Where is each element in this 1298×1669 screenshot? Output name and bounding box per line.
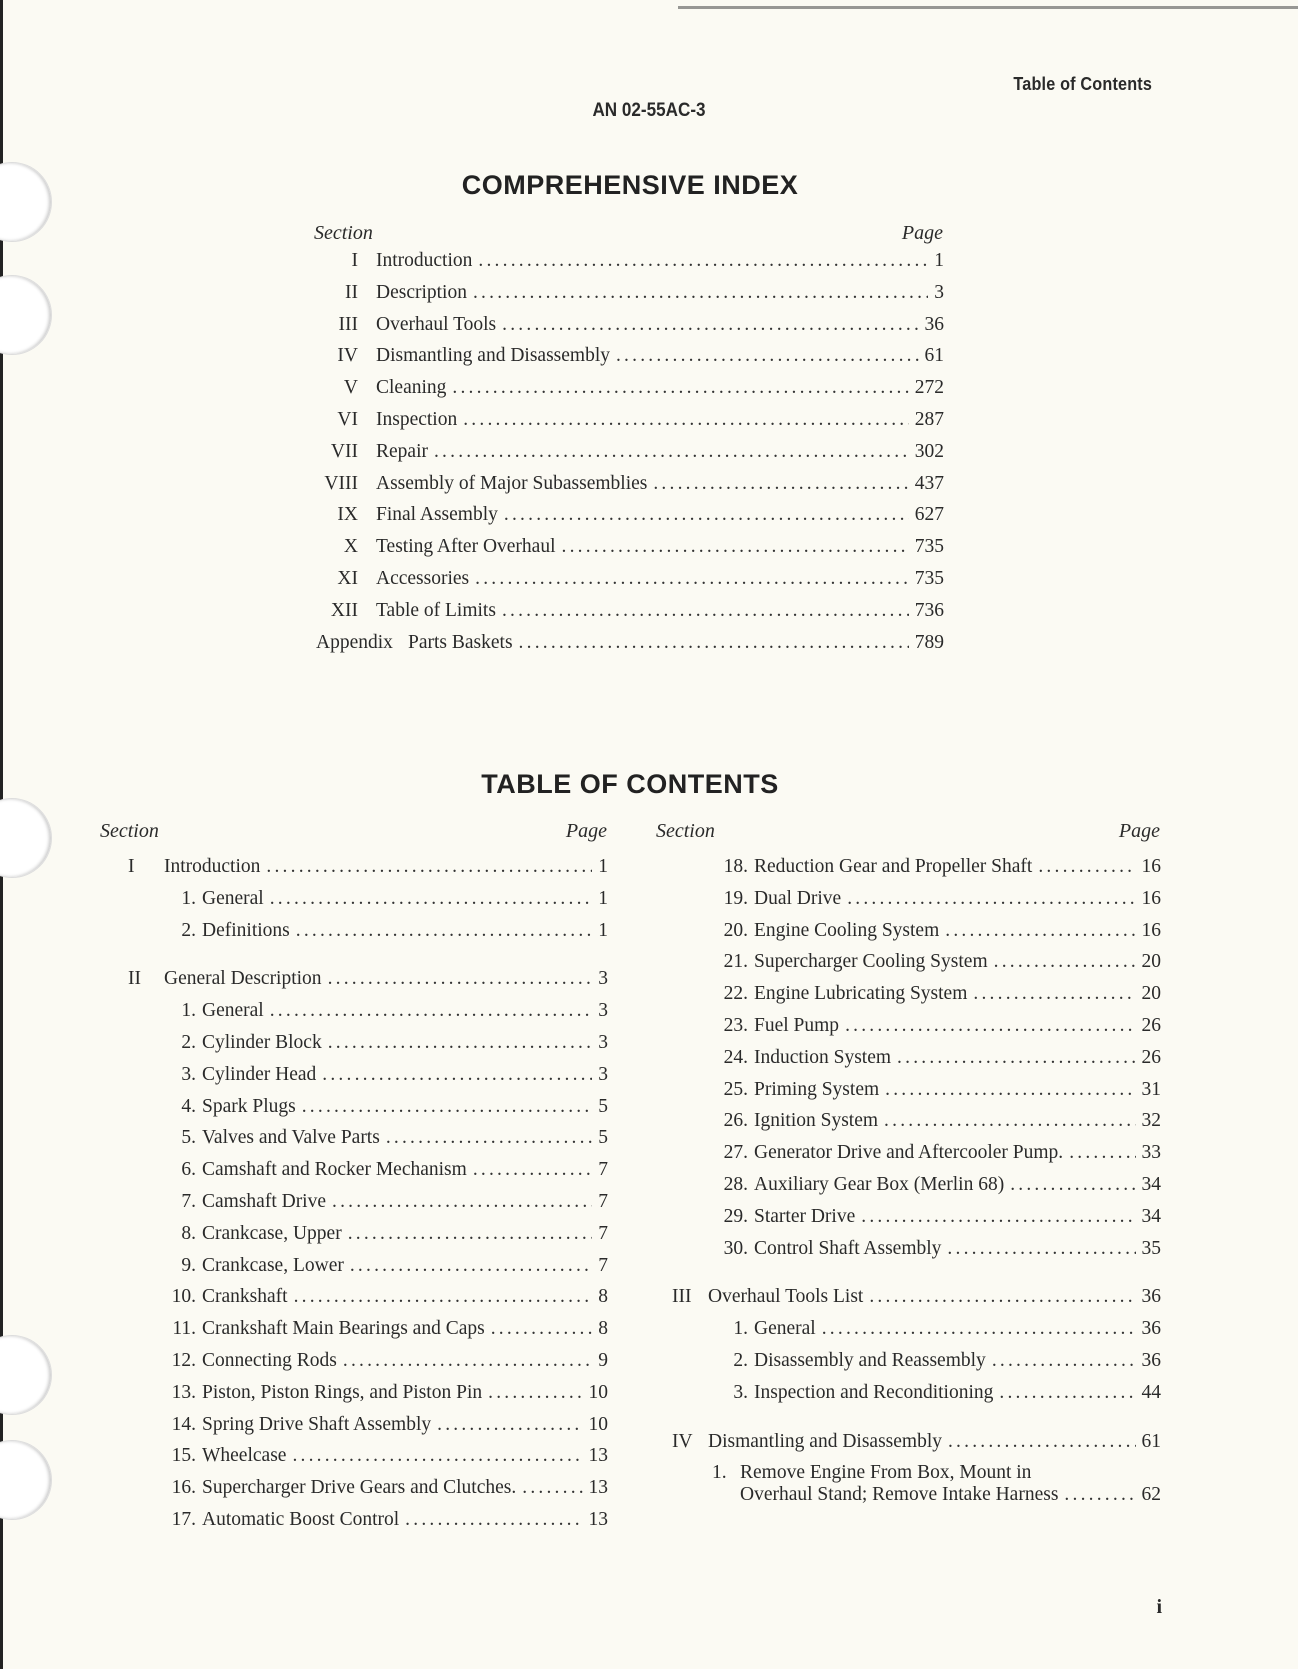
- entry-title: Parts Baskets: [408, 631, 513, 653]
- toc-entry: [300, 600, 944, 630]
- dot-leader: [653, 473, 908, 495]
- toc-entry: [712, 1015, 1161, 1045]
- entry-page: 7: [598, 1222, 608, 1244]
- entry-number: VIII: [324, 472, 358, 494]
- dot-leader: [350, 1255, 592, 1277]
- entry-page: 302: [914, 440, 944, 462]
- toc-entry: [712, 951, 1161, 981]
- toc-entry: [672, 1286, 1161, 1316]
- page-number: i: [1156, 1596, 1162, 1618]
- binder-hole: [0, 1440, 52, 1520]
- entry-number: VII: [330, 440, 358, 462]
- dot-leader: [343, 1350, 592, 1372]
- entry-title: Engine Cooling System: [754, 919, 940, 941]
- toc-entry: [160, 1096, 608, 1126]
- entry-title: Definitions: [202, 919, 290, 941]
- entry-title: Dual Drive: [754, 887, 842, 909]
- entry-title: Remove Engine From Box, Mount in: [740, 1462, 1032, 1484]
- dot-leader: [296, 920, 593, 942]
- entry-title: Wheelcase: [202, 1445, 287, 1467]
- entry-number: VI: [337, 409, 358, 430]
- entry-title: Spring Drive Shaft Assembly: [202, 1413, 432, 1435]
- toc-entry: [712, 856, 1161, 886]
- entry-page: 736: [914, 599, 944, 621]
- dot-leader: [473, 282, 928, 304]
- dot-leader: [994, 951, 1136, 973]
- dot-leader: [322, 1064, 592, 1086]
- toc-entry: [712, 1238, 1161, 1268]
- entry-number: 12.: [171, 1350, 196, 1371]
- dot-leader: [1010, 1174, 1135, 1196]
- entry-number: 25.: [723, 1078, 748, 1100]
- dot-leader: [1069, 1142, 1135, 1164]
- entry-number: 10.: [171, 1286, 196, 1308]
- entry-page: 272: [914, 377, 944, 399]
- entry-number: 24.: [723, 1046, 748, 1068]
- entry-title: Cylinder Block: [202, 1032, 322, 1053]
- entry-page: 13: [588, 1509, 608, 1530]
- entry-title: Overhaul Stand; Remove Intake Harness: [740, 1484, 1059, 1506]
- entry-title: Induction System: [754, 1046, 892, 1068]
- entry-number: 1.: [181, 887, 196, 909]
- entry-title: General: [754, 1318, 816, 1340]
- entry-number: 27.: [723, 1142, 748, 1164]
- entry-number: XII: [330, 599, 358, 621]
- toc-entry: [160, 1000, 608, 1030]
- dot-leader: [463, 409, 909, 431]
- entry-title: Spark Plugs: [202, 1095, 296, 1117]
- entry-title: Assembly of Major Subassemblies: [376, 472, 648, 494]
- entry-title: Cleaning: [376, 377, 447, 399]
- dot-leader: [328, 968, 593, 990]
- binder-hole: [0, 275, 52, 355]
- entry-page: 3: [934, 281, 944, 303]
- dot-leader: [491, 1318, 593, 1340]
- entry-title: Reduction Gear and Propeller Shaft: [754, 856, 1033, 877]
- entry-page: 34: [1141, 1205, 1161, 1227]
- entry-number: 7.: [181, 1191, 196, 1212]
- entry-title: Priming System: [754, 1078, 880, 1100]
- entry-number: II: [345, 281, 358, 303]
- entry-title: Testing After Overhaul: [376, 536, 556, 558]
- toc-right-page-label: Page: [1118, 820, 1160, 842]
- entry-page: 61: [1141, 1430, 1161, 1452]
- toc-entry: [712, 1318, 1161, 1348]
- entry-page: 1: [598, 887, 608, 909]
- entry-title: Table of Limits: [376, 599, 496, 621]
- index-title: COMPREHENSIVE INDEX: [461, 170, 799, 200]
- entry-title: Overhaul Tools List: [708, 1286, 864, 1308]
- entry-page: 20: [1141, 951, 1161, 973]
- entry-page: 1: [934, 250, 944, 271]
- entry-number: IV: [672, 1430, 693, 1452]
- entry-page: 9: [598, 1350, 608, 1371]
- entry-title: Dismantling and Disassembly: [376, 345, 610, 367]
- entry-title: Inspection: [376, 409, 458, 430]
- entry-number: 15.: [171, 1445, 196, 1467]
- dot-leader: [948, 1431, 1136, 1453]
- toc-entry: [300, 282, 944, 312]
- entry-number: III: [338, 313, 358, 335]
- toc-entry: [160, 1350, 608, 1380]
- dot-leader: [502, 600, 909, 622]
- entry-number: 11.: [172, 1318, 196, 1340]
- entry-page: 7: [598, 1159, 608, 1181]
- entry-number: 22.: [723, 983, 748, 1005]
- entry-page: 62: [1141, 1484, 1161, 1506]
- dot-leader: [522, 1477, 582, 1499]
- entry-number: 5.: [181, 1127, 196, 1149]
- toc-entry: [712, 1206, 1161, 1236]
- toc-entry: [712, 888, 1161, 918]
- toc-entry: [160, 888, 608, 918]
- entry-title: General: [202, 1000, 264, 1022]
- entry-page: 7: [598, 1191, 608, 1212]
- entry-number: III: [672, 1286, 692, 1308]
- toc-entry: [300, 345, 944, 375]
- entry-page: 13: [588, 1477, 608, 1499]
- entry-title: Auxiliary Gear Box (Merlin 68): [754, 1174, 1005, 1195]
- entry-title: Fuel Pump: [754, 1015, 840, 1036]
- dot-leader: [945, 920, 1135, 942]
- entry-page: 26: [1141, 1015, 1161, 1036]
- toc-entry: [300, 377, 944, 407]
- entry-page: 735: [914, 536, 944, 558]
- dot-leader: [292, 1445, 582, 1467]
- entry-number: 8.: [181, 1222, 196, 1244]
- entry-page: 1: [598, 856, 608, 877]
- entry-title: General: [202, 887, 264, 909]
- index-section-label: Section: [314, 222, 373, 244]
- entry-title: Crankshaft: [202, 1286, 288, 1308]
- entry-page: 13: [588, 1445, 608, 1467]
- dot-leader: [845, 1015, 1135, 1037]
- entry-page: 10: [588, 1413, 608, 1435]
- entry-title: Disassembly and Reassembly: [754, 1350, 986, 1371]
- toc-entry: [160, 1477, 608, 1507]
- toc-entry: [160, 1286, 608, 1316]
- entry-page: 3: [598, 968, 608, 990]
- dot-leader: [992, 1350, 1136, 1372]
- entry-title: Automatic Boost Control: [202, 1509, 400, 1530]
- entry-page: 34: [1141, 1174, 1161, 1195]
- entry-page: 36: [1141, 1318, 1161, 1340]
- entry-number: 9.: [181, 1254, 196, 1276]
- dot-leader: [386, 1127, 592, 1149]
- entry-number: Appendix: [316, 631, 393, 653]
- dot-leader: [478, 250, 928, 272]
- entry-number: 30.: [723, 1237, 748, 1259]
- dot-leader: [266, 856, 592, 878]
- toc-entry: [300, 441, 944, 471]
- entry-page: 8: [598, 1286, 608, 1308]
- toc-entry: [160, 1032, 608, 1062]
- toc-entry: [300, 250, 944, 280]
- toc-entry: [128, 856, 608, 886]
- entry-title: Final Assembly: [376, 504, 498, 526]
- dot-leader: [884, 1110, 1135, 1132]
- entry-number: 4.: [181, 1095, 196, 1117]
- dot-leader: [504, 504, 909, 526]
- entry-number: 29.: [723, 1205, 748, 1227]
- dot-leader: [502, 314, 918, 336]
- entry-title: General Description: [164, 968, 322, 990]
- entry-number: 1.: [712, 1462, 727, 1484]
- dot-leader: [562, 536, 909, 558]
- toc-entry: [712, 1350, 1161, 1380]
- dot-leader: [473, 1159, 592, 1181]
- entry-page: 287: [914, 409, 944, 430]
- entry-number: X: [343, 536, 358, 558]
- entry-title: Connecting Rods: [202, 1350, 337, 1371]
- toc-entry: [160, 1509, 608, 1539]
- dot-leader: [1038, 856, 1135, 878]
- scan-edge: [678, 6, 1298, 9]
- dot-leader: [947, 1238, 1135, 1260]
- entry-title: Valves and Valve Parts: [202, 1127, 380, 1149]
- entry-title: Accessories: [376, 568, 470, 589]
- entry-page: 61: [924, 345, 944, 367]
- toc-entry: [712, 1142, 1161, 1172]
- entry-number: IX: [337, 504, 358, 526]
- binder-hole: [0, 1335, 52, 1415]
- entry-number: 26.: [723, 1110, 748, 1132]
- entry-title: Starter Drive: [754, 1205, 856, 1227]
- document-number: AN 02-55AC-3: [592, 100, 706, 121]
- entry-page: 16: [1141, 856, 1161, 877]
- dot-leader: [488, 1382, 582, 1404]
- entry-title: Generator Drive and Aftercooler Pump.: [754, 1142, 1064, 1164]
- entry-number: 2.: [181, 1032, 196, 1053]
- dot-leader: [332, 1191, 592, 1213]
- entry-title: Camshaft and Rocker Mechanism: [202, 1159, 467, 1181]
- toc-left-section-label: Section: [100, 820, 159, 842]
- dot-leader: [861, 1206, 1135, 1228]
- toc-entry: [712, 920, 1161, 950]
- entry-page: 35: [1141, 1237, 1161, 1259]
- entry-number: II: [128, 968, 141, 990]
- entry-page: 789: [914, 631, 944, 653]
- entry-title: Engine Lubricating System: [754, 983, 968, 1005]
- dot-leader: [973, 983, 1135, 1005]
- index-page-label: Page: [901, 222, 943, 244]
- toc-entry: [316, 632, 944, 662]
- toc-entry: [160, 1064, 608, 1094]
- entry-number: I: [351, 250, 358, 271]
- toc-entry: [300, 409, 944, 439]
- dot-leader: [348, 1223, 593, 1245]
- toc-entry: [160, 920, 608, 950]
- entry-page: 3: [598, 1032, 608, 1053]
- entry-title: Piston, Piston Rings, and Piston Pin: [202, 1381, 483, 1403]
- entry-number: 16.: [171, 1477, 196, 1499]
- entry-page: 36: [1141, 1350, 1161, 1371]
- dot-leader: [999, 1382, 1135, 1404]
- entry-number: I: [128, 856, 135, 877]
- toc-entry: [712, 1110, 1161, 1140]
- toc-title: TABLE OF CONTENTS: [481, 769, 779, 799]
- entry-title: Description: [376, 281, 467, 303]
- entry-page: 16: [1141, 919, 1161, 941]
- dot-leader: [294, 1286, 593, 1308]
- dot-leader: [452, 377, 908, 399]
- binder-hole: [0, 798, 52, 878]
- entry-title: Repair: [376, 440, 428, 462]
- entry-title: Crankcase, Lower: [202, 1254, 344, 1276]
- entry-number: 6.: [181, 1159, 196, 1181]
- entry-title: Supercharger Drive Gears and Clutches.: [202, 1477, 517, 1499]
- toc-entry: [300, 504, 944, 534]
- entry-title: Crankshaft Main Bearings and Caps: [202, 1318, 485, 1340]
- dot-leader: [437, 1414, 582, 1436]
- entry-number: 1.: [181, 1000, 196, 1022]
- toc-entry: [300, 473, 944, 503]
- entry-number: 2.: [181, 919, 196, 941]
- toc-entry: [712, 1174, 1161, 1204]
- entry-number: XI: [337, 568, 358, 589]
- toc-left-page-label: Page: [565, 820, 607, 842]
- entry-page: 20: [1141, 983, 1161, 1005]
- entry-number: 14.: [171, 1413, 196, 1435]
- toc-entry: [160, 1127, 608, 1157]
- entry-number: 13.: [171, 1381, 196, 1403]
- dot-leader: [885, 1079, 1135, 1101]
- dot-leader: [405, 1509, 582, 1531]
- dot-leader: [822, 1318, 1136, 1340]
- toc-entry: [712, 1079, 1161, 1109]
- toc-entry: [740, 1484, 1161, 1514]
- entry-title: Camshaft Drive: [202, 1191, 327, 1212]
- toc-entry: [128, 968, 608, 998]
- entry-title: Introduction: [164, 856, 261, 877]
- entry-number: IV: [337, 345, 358, 367]
- dot-leader: [434, 441, 909, 463]
- toc-right-section-label: Section: [656, 820, 715, 842]
- entry-page: 627: [914, 504, 944, 526]
- entry-number: 18.: [723, 856, 748, 877]
- dot-leader: [302, 1096, 593, 1118]
- entry-page: 1: [598, 919, 608, 941]
- toc-entry: [300, 536, 944, 566]
- entry-page: 7: [598, 1254, 608, 1276]
- entry-number: V: [343, 377, 358, 399]
- dot-leader: [897, 1047, 1135, 1069]
- dot-leader: [270, 888, 593, 910]
- entry-page: 36: [1141, 1286, 1161, 1308]
- entry-page: 10: [588, 1381, 608, 1403]
- toc-entry: [160, 1191, 608, 1221]
- entry-title: Crankcase, Upper: [202, 1222, 342, 1244]
- dot-leader: [1064, 1484, 1135, 1506]
- entry-number: 19.: [723, 887, 748, 909]
- dot-leader: [616, 345, 919, 367]
- entry-page: 32: [1141, 1110, 1161, 1132]
- entry-page: 31: [1141, 1078, 1161, 1100]
- toc-entry: [712, 983, 1161, 1013]
- entry-title: Overhaul Tools: [376, 313, 497, 335]
- toc-entry: [672, 1431, 1161, 1461]
- entry-number: 23.: [723, 1015, 748, 1036]
- entry-page: 5: [598, 1127, 608, 1149]
- toc-entry: [300, 314, 944, 344]
- entry-number: 28.: [723, 1174, 748, 1195]
- dot-leader: [475, 568, 909, 590]
- entry-page: 44: [1141, 1381, 1161, 1403]
- toc-entry: [160, 1255, 608, 1285]
- entry-page: 437: [914, 472, 944, 494]
- running-header: Table of Contents: [1013, 74, 1152, 94]
- toc-entry: [712, 1382, 1161, 1412]
- toc-entry: [160, 1223, 608, 1253]
- entry-number: 1.: [733, 1318, 748, 1340]
- entry-title: Ignition System: [754, 1110, 879, 1132]
- entry-page: 3: [598, 1063, 608, 1085]
- entry-title: Cylinder Head: [202, 1063, 317, 1085]
- entry-page: 735: [914, 568, 944, 589]
- entry-page: 36: [924, 313, 944, 335]
- entry-page: 3: [598, 1000, 608, 1022]
- toc-entry: [160, 1159, 608, 1189]
- entry-number: 17.: [171, 1509, 196, 1530]
- dot-leader: [270, 1000, 593, 1022]
- entry-page: 26: [1141, 1046, 1161, 1068]
- entry-title: Dismantling and Disassembly: [708, 1430, 942, 1452]
- dot-leader: [519, 632, 909, 654]
- entry-number: 3.: [733, 1381, 748, 1403]
- entry-number: 21.: [723, 951, 748, 973]
- entry-page: 33: [1141, 1142, 1161, 1164]
- entry-number: 2.: [733, 1350, 748, 1371]
- entry-title: Control Shaft Assembly: [754, 1237, 942, 1259]
- toc-entry: [160, 1445, 608, 1475]
- entry-page: 8: [598, 1318, 608, 1340]
- toc-entry: [712, 1047, 1161, 1077]
- dot-leader: [869, 1286, 1135, 1308]
- dot-leader: [847, 888, 1135, 910]
- toc-entry: [300, 568, 944, 598]
- toc-entry: [160, 1382, 608, 1412]
- toc-entry: [160, 1414, 608, 1444]
- entry-title: Supercharger Cooling System: [754, 951, 988, 973]
- dot-leader: [328, 1032, 593, 1054]
- entry-title: Inspection and Reconditioning: [754, 1381, 994, 1403]
- entry-number: 3.: [181, 1063, 196, 1085]
- entry-number: 20.: [723, 919, 748, 941]
- entry-page: 5: [598, 1095, 608, 1117]
- toc-entry: [160, 1318, 608, 1348]
- entry-title: Introduction: [376, 250, 473, 271]
- entry-page: 16: [1141, 887, 1161, 909]
